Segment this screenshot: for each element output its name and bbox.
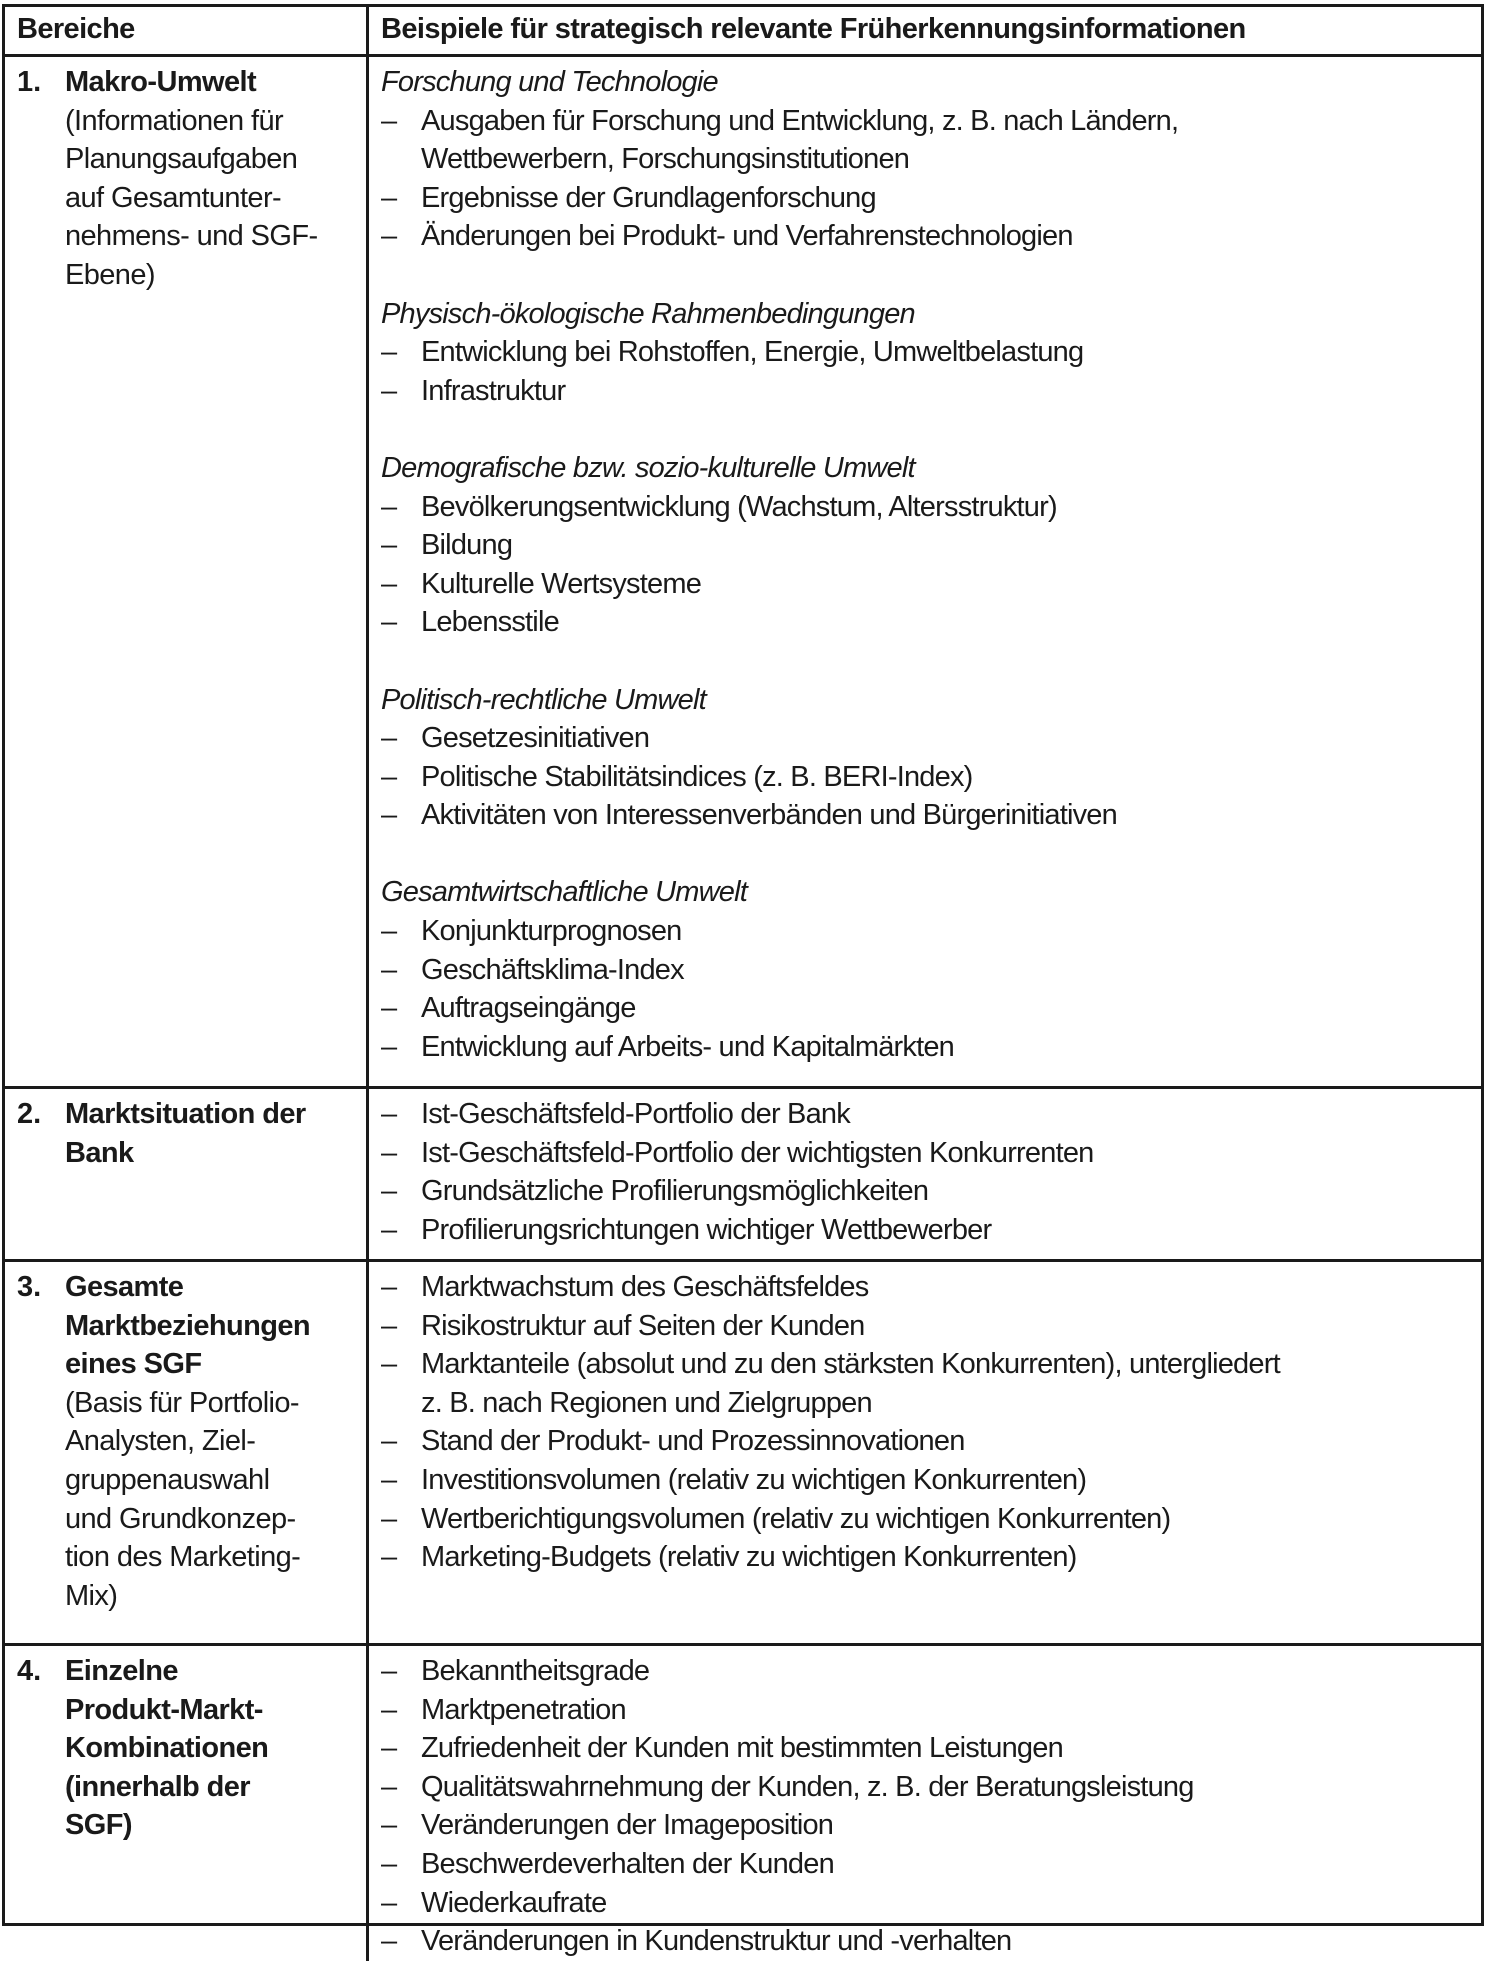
list-item-line: Konjunkturprognosen bbox=[421, 915, 682, 948]
area-note-line: Planungsaufgaben bbox=[65, 143, 298, 176]
list-item-text bbox=[421, 951, 684, 990]
list-item-text bbox=[421, 1729, 1063, 1768]
list-item-line: z. B. nach Regionen und Zielgruppen bbox=[421, 1386, 872, 1419]
list-item-line: Gesetzesinitiativen bbox=[421, 722, 650, 755]
list-item bbox=[381, 1095, 1473, 1134]
category-group bbox=[381, 63, 1473, 256]
area-note-line: Mix) bbox=[65, 1579, 118, 1612]
dash-bullet: – bbox=[381, 1136, 397, 1169]
list-item-text bbox=[421, 1922, 1011, 1961]
list-item-line: Lebensstile bbox=[421, 606, 559, 639]
list-item-line: Beschwerdeverhalten der Kunden bbox=[421, 1847, 834, 1880]
list-item-text bbox=[421, 1884, 606, 1923]
list-item-line: Veränderungen in Kundenstruktur und -verhalten bbox=[421, 1925, 1012, 1958]
category-title: Politisch-rechtliche Umwelt bbox=[381, 683, 706, 716]
dash-bullet: – bbox=[381, 1925, 397, 1958]
examples-cell bbox=[369, 1646, 1481, 1961]
area-title-line: Produkt-Markt- bbox=[65, 1693, 263, 1726]
list-item-text bbox=[421, 989, 636, 1028]
list-item bbox=[381, 372, 1473, 411]
area-label bbox=[17, 1095, 358, 1172]
table-row bbox=[5, 1646, 1481, 1961]
list-item-line: Aktivitäten von Interessenverbänden und Bürgerinitiativen bbox=[421, 799, 1117, 832]
area-note-line: nehmens- und SGF- bbox=[65, 220, 318, 253]
area-title-line: SGF) bbox=[65, 1809, 132, 1842]
list-item-line: Infrastruktur bbox=[421, 374, 566, 407]
dash-bullet: – bbox=[381, 953, 397, 986]
examples-cell bbox=[369, 1262, 1481, 1643]
dash-bullet: – bbox=[381, 1425, 397, 1458]
table-row bbox=[5, 1262, 1481, 1646]
dash-bullet: – bbox=[381, 490, 397, 523]
list-item bbox=[381, 488, 1473, 527]
category-group bbox=[381, 449, 1473, 642]
list-item bbox=[381, 1691, 1473, 1730]
list-item-line: Entwicklung bei Rohstoffen, Energie, Umweltbelastung bbox=[421, 336, 1084, 369]
area-title-line: Einzelne bbox=[65, 1655, 178, 1687]
area-title-line: (innerhalb der bbox=[65, 1770, 250, 1803]
list-item bbox=[381, 1422, 1473, 1461]
list-item-line: Marktwachstum des Geschäftsfeldes bbox=[421, 1271, 869, 1303]
area-title-line: Kombinationen bbox=[65, 1732, 269, 1765]
table-row bbox=[5, 57, 1481, 1089]
list-item bbox=[381, 1768, 1473, 1807]
dash-bullet: – bbox=[381, 1502, 397, 1535]
list-item bbox=[381, 1134, 1473, 1173]
list-item-line: Wettbewerbern, Forschungsinstitutionen bbox=[421, 143, 910, 176]
area-title-line: Gesamte bbox=[65, 1271, 184, 1303]
list-item-line: Marktanteile (absolut und zu den stärksten Konkurrenten), untergliedert bbox=[421, 1348, 1280, 1381]
examples-cell bbox=[369, 1089, 1481, 1259]
dash-bullet: – bbox=[381, 1213, 397, 1246]
area-title-line: Marktbeziehungen bbox=[65, 1309, 310, 1342]
list-item-line: Bildung bbox=[421, 529, 513, 562]
area-cell bbox=[5, 1089, 369, 1259]
area-body bbox=[65, 1268, 358, 1615]
area-title-line: Bank bbox=[65, 1136, 134, 1169]
list-item-line: Profilierungsrichtungen wichtiger Wettbewerber bbox=[421, 1213, 992, 1246]
dash-bullet: – bbox=[381, 1886, 397, 1919]
dash-bullet: – bbox=[381, 220, 397, 253]
area-label bbox=[17, 1652, 358, 1845]
area-title-line: Marktsituation der bbox=[65, 1098, 306, 1130]
list-item-line: Investitionsvolumen (relativ zu wichtigen Konkurrenten) bbox=[421, 1463, 1087, 1496]
area-title: Makro-Umwelt bbox=[65, 66, 256, 98]
dash-bullet: – bbox=[381, 606, 397, 639]
area-cell bbox=[5, 57, 369, 1086]
dash-bullet: – bbox=[381, 915, 397, 948]
category-group bbox=[381, 873, 1473, 1066]
list-item-line: Wiederkaufrate bbox=[421, 1886, 607, 1919]
list-item-text bbox=[421, 1538, 1077, 1577]
area-note-line: gruppenauswahl bbox=[65, 1463, 270, 1496]
list-item bbox=[381, 719, 1473, 758]
list-item bbox=[381, 1729, 1473, 1768]
list-item-text bbox=[421, 1095, 850, 1134]
dash-bullet: – bbox=[381, 181, 397, 214]
list-item-text bbox=[421, 1806, 833, 1845]
dash-bullet: – bbox=[381, 1655, 397, 1687]
list-item-text bbox=[421, 488, 1057, 527]
list-item-line: Risikostruktur auf Seiten der Kunden bbox=[421, 1309, 865, 1342]
category-title: Physisch-ökologische Rahmenbedingungen bbox=[381, 297, 915, 330]
list-item-line: Stand der Produkt- und Prozessinnovationen bbox=[421, 1425, 965, 1458]
list-item-text bbox=[421, 1211, 991, 1250]
dash-bullet: – bbox=[381, 1541, 397, 1574]
list-item bbox=[381, 1028, 1473, 1067]
dash-bullet: – bbox=[381, 1809, 397, 1842]
list-item-line: Ergebnisse der Grundlagenforschung bbox=[421, 181, 876, 214]
list-item-text bbox=[421, 912, 682, 951]
list-item-text bbox=[421, 603, 559, 642]
list-item bbox=[381, 1500, 1473, 1539]
dash-bullet: – bbox=[381, 722, 397, 755]
list-item-line: Auftragseingänge bbox=[421, 992, 636, 1025]
dash-bullet: – bbox=[381, 1693, 397, 1726]
dash-bullet: – bbox=[381, 567, 397, 600]
dash-bullet: – bbox=[381, 1463, 397, 1496]
dash-bullet: – bbox=[381, 1098, 397, 1130]
category-title: Gesamtwirtschaftliche Umwelt bbox=[381, 876, 747, 909]
list-item-line: Ist-Geschäftsfeld-Portfolio der wichtigsten Konkurrenten bbox=[421, 1136, 1094, 1169]
list-item-text bbox=[421, 1845, 834, 1884]
list-item bbox=[381, 1538, 1473, 1577]
list-item bbox=[381, 1307, 1473, 1346]
list-item-text bbox=[421, 333, 1083, 372]
list-item-text bbox=[421, 1500, 1170, 1539]
list-item-text bbox=[421, 526, 512, 565]
table-row bbox=[5, 1089, 1481, 1262]
list-item-text bbox=[421, 217, 1073, 256]
list-item-text bbox=[421, 796, 1117, 835]
list-item bbox=[381, 603, 1473, 642]
list-item bbox=[381, 1845, 1473, 1884]
list-item bbox=[381, 1806, 1473, 1845]
dash-bullet: – bbox=[381, 1348, 397, 1381]
dash-bullet: – bbox=[381, 1770, 397, 1803]
list-item-text bbox=[421, 1422, 965, 1461]
dash-bullet: – bbox=[381, 336, 397, 369]
list-item-text bbox=[421, 1652, 649, 1691]
list-item-text bbox=[421, 1307, 865, 1346]
dash-bullet: – bbox=[381, 529, 397, 562]
dash-bullet: – bbox=[381, 1732, 397, 1765]
table-header bbox=[5, 7, 1481, 57]
area-number: 1. bbox=[17, 66, 42, 98]
list-item-text bbox=[421, 1345, 1280, 1422]
dash-bullet: – bbox=[381, 799, 397, 832]
list-item-text bbox=[421, 1768, 1194, 1807]
area-note-line: und Grundkonzep- bbox=[65, 1502, 296, 1535]
list-item bbox=[381, 796, 1473, 835]
list-item-text bbox=[421, 1268, 868, 1307]
list-item-line: Wertberichtigungsvolumen (relativ zu wichtigen Konkurrenten) bbox=[421, 1502, 1171, 1535]
list-item-text bbox=[421, 1028, 954, 1067]
area-cell bbox=[5, 1646, 369, 1961]
area-title-line: eines SGF bbox=[65, 1348, 202, 1381]
list-item bbox=[381, 217, 1473, 256]
list-item bbox=[381, 1884, 1473, 1923]
list-item bbox=[381, 912, 1473, 951]
list-item bbox=[381, 526, 1473, 565]
list-item-text bbox=[421, 1691, 626, 1730]
dash-bullet: – bbox=[381, 760, 397, 793]
list-item-text bbox=[421, 179, 876, 218]
area-number: 4. bbox=[17, 1655, 42, 1687]
area-body bbox=[65, 1652, 358, 1845]
list-item bbox=[381, 333, 1473, 372]
category-title: Forschung und Technologie bbox=[381, 66, 718, 98]
list-item-line: Politische Stabilitätsindices (z. B. BERI-Index) bbox=[421, 760, 973, 793]
examples-cell bbox=[369, 57, 1481, 1086]
dash-bullet: – bbox=[381, 1309, 397, 1342]
list-item bbox=[381, 102, 1473, 179]
area-note-line: tion des Marketing- bbox=[65, 1541, 301, 1574]
list-item-line: Ausgaben für Forschung und Entwicklung, z. B. nach Ländern, bbox=[421, 104, 1179, 137]
list-item bbox=[381, 1211, 1473, 1250]
list-item-line: Kulturelle Wertsysteme bbox=[421, 567, 702, 600]
list-item-line: Marktpenetration bbox=[421, 1693, 626, 1726]
list-item bbox=[381, 1461, 1473, 1500]
list-item-line: Qualitätswahrnehmung der Kunden, z. B. der Beratungsleistung bbox=[421, 1770, 1194, 1803]
header-beispiele: Beispiele für strategisch relevante Früherkennungsinformationen bbox=[381, 13, 1246, 45]
area-label bbox=[17, 1268, 358, 1615]
area-body bbox=[65, 1095, 358, 1172]
category-group bbox=[381, 681, 1473, 835]
list-item-line: Veränderungen der Imageposition bbox=[421, 1809, 834, 1842]
area-note-line: Ebene) bbox=[65, 258, 155, 291]
list-item-text bbox=[421, 1134, 1093, 1173]
area-cell bbox=[5, 1262, 369, 1643]
dash-bullet: – bbox=[381, 1030, 397, 1063]
dash-bullet: – bbox=[381, 1271, 397, 1303]
area-number: 2. bbox=[17, 1098, 42, 1130]
area-label bbox=[17, 63, 358, 295]
list-item-text bbox=[421, 1172, 928, 1211]
list-item-line: Geschäftsklima-Index bbox=[421, 953, 684, 986]
list-item-line: Marketing-Budgets (relativ zu wichtigen Konkurrenten) bbox=[421, 1541, 1077, 1574]
header-bereiche: Bereiche bbox=[5, 7, 369, 54]
list-item bbox=[381, 1172, 1473, 1211]
dash-bullet: – bbox=[381, 1847, 397, 1880]
list-item-text bbox=[421, 758, 973, 797]
list-item bbox=[381, 1268, 1473, 1307]
list-item bbox=[381, 758, 1473, 797]
list-item-text bbox=[421, 719, 649, 758]
list-item bbox=[381, 1345, 1473, 1422]
list-item-text bbox=[421, 372, 565, 411]
list-item bbox=[381, 1922, 1473, 1961]
list-item-line: Bevölkerungsentwicklung (Wachstum, Altersstruktur) bbox=[421, 490, 1057, 523]
dash-bullet: – bbox=[381, 104, 397, 137]
list-item bbox=[381, 1652, 1473, 1691]
list-item bbox=[381, 565, 1473, 604]
list-item-text bbox=[421, 1461, 1086, 1500]
list-item-line: Zufriedenheit der Kunden mit bestimmten Leistungen bbox=[421, 1732, 1063, 1765]
early-warning-table bbox=[2, 4, 1484, 1958]
list-item bbox=[381, 179, 1473, 218]
area-number: 3. bbox=[17, 1271, 42, 1303]
list-item-line: Grundsätzliche Profilierungsmöglichkeiten bbox=[421, 1175, 929, 1208]
dash-bullet: – bbox=[381, 992, 397, 1025]
list-item-text bbox=[421, 102, 1178, 179]
area-body bbox=[65, 63, 358, 295]
list-item-text bbox=[421, 565, 701, 604]
area-note-line: (Informationen für bbox=[65, 104, 284, 137]
category-group bbox=[381, 295, 1473, 411]
dash-bullet: – bbox=[381, 374, 397, 407]
list-item bbox=[381, 951, 1473, 990]
area-note-line: auf Gesamtunter- bbox=[65, 181, 282, 214]
list-item-line: Entwicklung auf Arbeits- und Kapitalmärkten bbox=[421, 1030, 955, 1063]
area-note-line: Analysten, Ziel- bbox=[65, 1425, 256, 1458]
area-note-line: (Basis für Portfolio- bbox=[65, 1386, 299, 1419]
dash-bullet: – bbox=[381, 1175, 397, 1208]
list-item-line: Bekanntheitsgrade bbox=[421, 1655, 650, 1687]
list-item-line: Änderungen bei Produkt- und Verfahrenstechnologien bbox=[421, 220, 1073, 253]
list-item-line: Ist-Geschäftsfeld-Portfolio der Bank bbox=[421, 1098, 850, 1130]
category-title: Demografische bzw. sozio-kulturelle Umwelt bbox=[381, 451, 915, 484]
list-item bbox=[381, 989, 1473, 1028]
